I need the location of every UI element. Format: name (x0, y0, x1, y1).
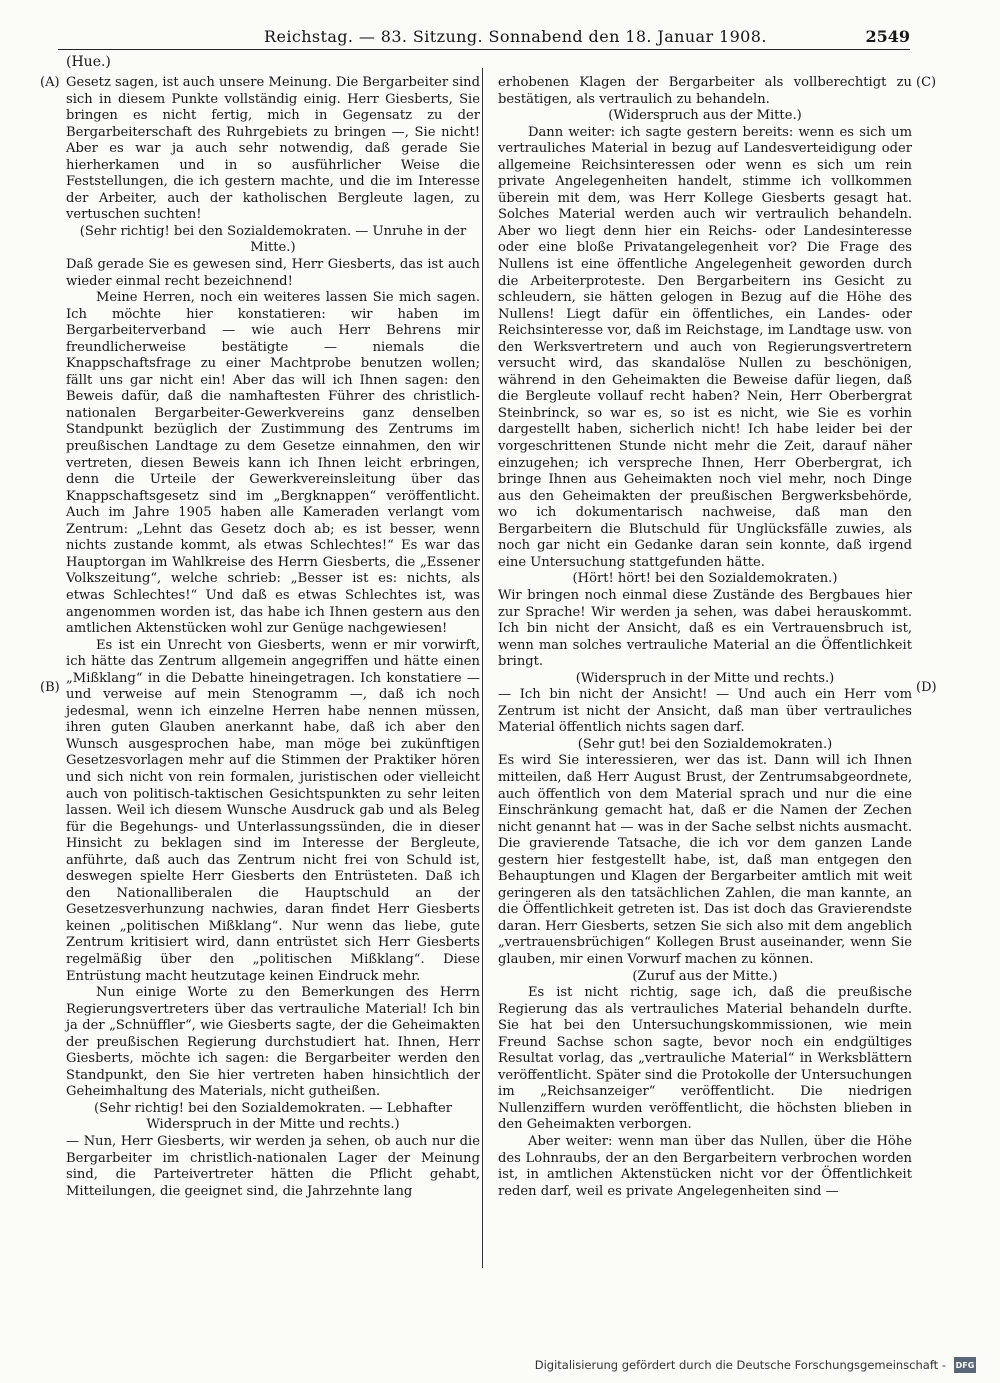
margin-marker-b: (B) (40, 680, 60, 695)
page-header (58, 25, 910, 49)
digitization-footer (535, 1357, 976, 1373)
paragraph: — Nun, Herr Giesberts, wir werden ja sehen, ob auch nur die Bergarbeiter im christlich-nationalen Lager der Meinung sind, die Parteivertreter hätten die Pflicht gehabt, Mitteilungen, die geeignet sind, die Jahrzehnte lang (66, 1134, 480, 1199)
paragraph: Es ist nicht richtig, sage ich, daß die preußische Regierung das als vertrauliches Material behandeln durfte. Sie hat bei den Untersuchungskommissionen, wie mein Freund Sachse schon sagte, bevor noch ein endgültiges Resultat vorlag, das „vertrauliche Material“ in Werksblättern veröffentlicht. Später sind die Protokolle der Untersuchungen im „Reichsanzeiger“ veröffentlicht. Die niedrigen Nullenziffern wurden veröffentlicht, die höchsten blieben in den Geheimakten verborgen. (498, 985, 912, 1133)
paragraph: — Ich bin nicht der Ansicht! — Und auch ein Herr vom Zentrum ist nicht der Ansicht, daß man über vertrauliches Material öffentlich nichts sagen darf. (498, 687, 912, 736)
header-title: Reichstag. — 83. Sitzung. Sonnabend den 18. Januar 1908. (264, 27, 767, 46)
column-divider (482, 68, 483, 1268)
paragraph: Meine Herren, noch ein weiteres lassen Sie mich sagen. Ich möchte hier konstatieren: wir haben im Bergarbeiterverband — wie auch Herr Behrens mir freundlicherweise bestätigte — niemals die Knappschaftsfrage zu einer Machtprobe benutzen wollen; fällt uns gar nicht ein! Aber das will ich Ihnen sagen: den Beweis dafür, daß die namhaftesten Führer des christlich-nationalen Bergarbeiter-Gewerkvereins ganz denselben Standpunkt bezüglich der Zustimmung des Zentrums im preußischen Landtage zu dem Gesetze einnahmen, den wir vertreten, diesen Beweis kann ich Ihnen leicht erbringen, denn die Urteile der Gewerkvereinsleitung über das Knappschaftsgesetz sind im „Bergknappen“ veröffentlicht. Auch im Jahre 1905 haben alle Kameraden verlangt vom Zentrum: „Lehnt das Gesetz doch ab; es ist besser, wenn nichts zustande kommt, als etwas Schlechtes!“ Es war das Hauptorgan im Wahlkreise des Herrn Giesberts, die „Essener Volkszeitung“, welche schrieb: „Besser ist es: nichts, als etwas Schlechtes!“ Und daß es etwas Schlechtes ist, was angenommen worden ist, das habe ich Ihnen gestern aus den amtlichen Aktenstücken wohl zur Genüge nachgewiesen! (66, 290, 480, 637)
right-column (498, 75, 912, 1200)
margin-marker-c: (C) (916, 75, 937, 90)
paragraph: Gesetz sagen, ist auch unsere Meinung. Die Bergarbeiter sind sich in diesem Punkte vollständig einig. Herr Giesberts, Sie bringen es nicht fertig, mich in Gegensatz zu der Bergarbeiterschaft des Ruhrgebiets zu bringen —, Sie nicht! Aber es war ja auch sehr notwendig, daß gerade Sie hierherkamen und in so ausführlicher Weise die Feststellungen, die ich gestern machte, und die im Interesse der Arbeiter, auch der katholischen Bergleute lagen, zu vertuschen suchten! (66, 75, 480, 223)
paragraph: erhobenen Klagen der Bergarbeiter als vollberechtigt zu bestätigen, als vertraulich zu behandeln. (498, 75, 912, 107)
interjection: (Sehr richtig! bei den Sozialdemokraten. — Unruhe in der Mitte.) (79, 223, 467, 256)
interjection: (Sehr richtig! bei den Sozialdemokraten. — Lebhafter Widerspruch in der Mitte und rechts.) (94, 1100, 452, 1133)
paragraph: Aber weiter: wenn man über das Nullen, über die Höhe des Lohnraubs, der an den Bergarbeitern verbrochen worden ist, in amtlichen Aktenstücken nicht vor der Öffentlichkeit reden darf, weil es private Angelegenheiten sind — (498, 1134, 912, 1199)
header-rule (58, 49, 910, 50)
speaker-tag: (Hue.) (66, 54, 111, 70)
page-number: 2549 (865, 27, 910, 46)
interjection: (Sehr gut! bei den Sozialdemokraten.) (577, 736, 833, 752)
left-column (66, 75, 480, 1200)
interjection: (Widerspruch aus der Mitte.) (608, 108, 802, 124)
margin-marker-d: (D) (916, 680, 937, 695)
interjection: (Hört! hört! bei den Sozialdemokraten.) (572, 571, 838, 587)
paragraph: Es wird Sie interessieren, wer das ist. Dann will ich Ihnen mitteilen, daß Herr August Brust, der Zentrumsabgeordnete, auch öffentlich von dem Material sprach und nur die eine Einschränkung gemacht hat, daß er die Namen der Zechen nicht genannt hat — was in der Sache selbst nichts ausmacht. Die gravierende Tatsache, die ich vor dem ganzen Lande gestern hier festgestellt habe, ist, daß man entgegen den Behauptungen und Klagen der Bergarbeiter amtlich mit weit geringeren als den tatsächlichen Zahlen, die man kannte, an die Öffentlichkeit getreten ist. Das ist doch das Gravierendste daran. Herr Giesberts, setzen Sie sich also mit dem angeblich „vertrauensbrüchigen“ Kollegen Brust auseinander, wenn Sie glauben, mir einen Vorwurf machen zu können. (498, 753, 912, 967)
interjection: (Widerspruch in der Mitte und rechts.) (575, 670, 835, 686)
paragraph: Es ist ein Unrecht von Giesberts, wenn er mir vorwirft, ich hätte das Zentrum allgemein angegriffen und hätte einen „Mißklang“ in die Debatte hineingetragen. Ich konstatiere — und verweise auf mein Stenogramm —, daß ich noch jedesmal, wenn ich einzelne Herren habe nennen müssen, ihren guten Glauben anerkannt habe, daß ich aber den Wunsch ausgesprochen habe, man möge bei zukünftigen Gesetzesvorlagen mehr auf die Stimmen der Praktiker hören und sich nicht von rein formalen, juristischen oder vielleicht auch von politisch-taktischen Gesichtspunkten zu sehr leiten lassen. Weil ich diesem Wunsche Ausdruck gab und als Beleg für die Begehungs- und Unterlassungssünden, die in dieser Hinsicht zu beklagen sind im Interesse der Bergleute, anführte, daß auch das Zentrum nicht frei von Schuld ist, deswegen spielte Herr Giesberts den Entrüsteten. Daß ich den Nationalliberalen die Hauptschuld an der Gesetzesverhunzung nachwies, daran findet Herr Giesberts keinen „politischen Mißklang“. Nur wenn das liebe, gute Zentrum kritisiert wird, dann entrüstet sich Herr Giesberts regelmäßig über den „politischen Mißklang“. Diese Entrüstung macht heutzutage keinen Eindruck mehr. (66, 637, 480, 984)
paragraph: Dann weiter: ich sagte gestern bereits: wenn es sich um vertrauliches Material in bezug auf Landesverteidigung oder allgemeine Reichsinteressen oder wenn es sich um rein private Angelegenheiten handelt, stimme ich vollkommen überein mit dem, was Herr Kollege Giesberts gesagt hat. Solches Material werden auch wir vertraulich behandeln. Aber wo liegt denn hier ein Reichs- oder Landesinteresse oder eine bloße Privatangelegenheit vor? Die Frage des Nullens ist eine öffentliche Angelegenheit geworden durch die Arbeiterproteste. Den Bergarbeitern ins Gesicht zu schleudern, sie hätten gelogen in Bezug auf die Höhe des Nullens! Liegt dafür ein öffentliches, ein Landes- oder Reichsinteresse vor, daß im Reichstage, im Landtage usw. von den Werksvertretern und auch von Regierungsvertretern versucht wird, das skandalöse Nullen zu beschönigen, während in den Geheimakten die Beweise dafür liegen, daß die Bergleute vollauf recht haben? Nein, Herr Oberbergrat Steinbrinck, so war es, so ist es nicht, wie Sie es vorhin dargestellt haben, sicherlich nicht! Ich habe leider bei der vorgeschrittenen Stunde nicht mehr die Zeit, darauf näher einzugehen; ich verspreche Ihnen, Herr Oberbergrat, ich bringe Ihnen aus Geheimakten noch viel mehr, noch Dinge aus den Geheimakten der preußischen Bergwerksbehörde, wo ich dokumentarisch nachweise, daß man den Bergarbeitern die Blutschuld für Unglücksfälle zuwies, als noch gar nicht ein Gedanke daran sein konnte, daß irgend eine Untersuchung stattgefunden hätte. (498, 124, 912, 570)
paragraph: Wir bringen noch einmal diese Zustände des Bergbaues hier zur Sprache! Wir werden ja sehen, was dabei herauskommt. Ich bin nicht der Ansicht, daß es ein Vertrauensbruch ist, wenn man solches vertrauliche Material an die Öffentlichkeit bringt. (498, 587, 912, 670)
dfg-logo-icon: DFG (954, 1357, 976, 1373)
footer-credit: Digitalisierung gefördert durch die Deutsche Forschungsgemeinschaft - (534, 1358, 946, 1372)
margin-marker-a: (A) (40, 75, 60, 90)
paragraph: Nun einige Worte zu den Bemerkungen des Herrn Regierungsvertreters über das vertrauliche Material! Ich bin ja der „Schnüffler“, wie Giesberts sagte, der die Geheimakten der preußischen Regierung durchstudiert hat. Ihnen, Herr Giesberts, möchte ich sagen: die Bergarbeiter werden den Standpunkt, den Sie hier vertreten haben hinsichtlich der Geheimhaltung des Materials, nicht gutheißen. (66, 985, 480, 1100)
paragraph: Daß gerade Sie es gewesen sind, Herr Giesberts, das ist auch wieder einmal recht bezeichnend! (66, 257, 480, 289)
interjection: (Zuruf aus der Mitte.) (632, 968, 778, 984)
